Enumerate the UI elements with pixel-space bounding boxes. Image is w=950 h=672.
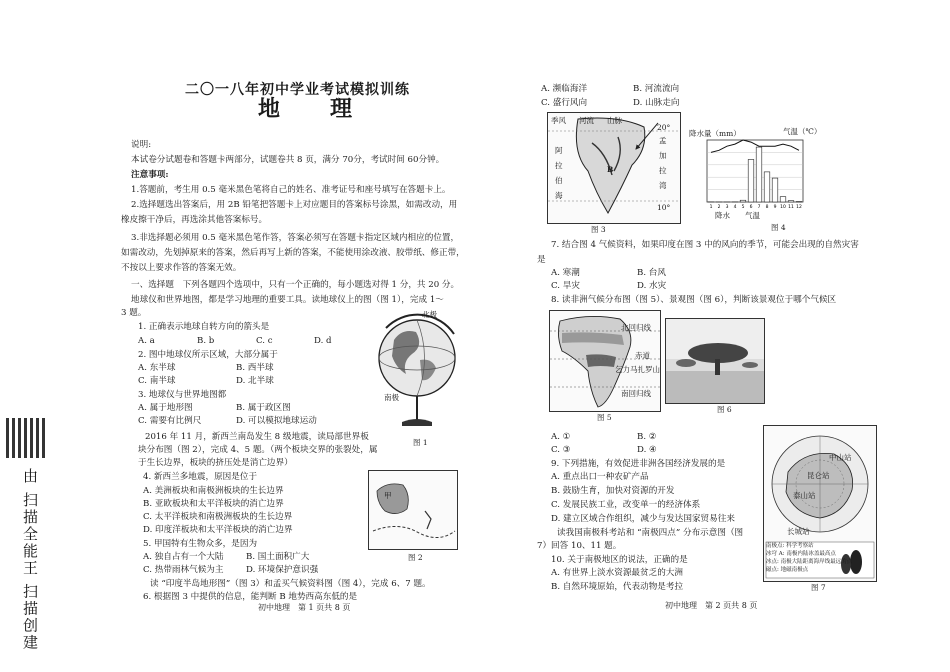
figure-1-caption: 图 1 xyxy=(413,438,428,447)
exam-title: 二〇一八年初中学业考试模拟训练 xyxy=(185,82,410,98)
map3-bengal-4: 湾 xyxy=(659,181,667,190)
map3-arabian-1: 阿 xyxy=(555,146,563,155)
q8-option-c: C. ③ xyxy=(551,445,571,455)
scanner-watermark: 由 扫描全能王 扫描创建 xyxy=(21,468,39,652)
plate-map-graphic xyxy=(369,471,457,549)
map7-legend-2: 冰穹 A: 南极内陆冰盖最高点 xyxy=(766,551,836,557)
rule-3c: 不按以上要求作答的答案无效。 xyxy=(121,263,242,273)
map3-bengal-3: 拉 xyxy=(659,166,667,175)
question-7-tail: 是 xyxy=(537,255,546,265)
q9-option-c: C. 发展民族工业，改变单一的经济体系 xyxy=(551,500,701,510)
qr-code-icon xyxy=(6,418,46,458)
chart4-month-tick: 9 xyxy=(773,205,777,210)
page-1-footer: 初中地理 第 1 页共 8 页 xyxy=(258,603,351,612)
question-7: 7. 结合图 4 气候资料，如果印度在图 3 中的风向的季节，可能会出现的自然灾害 xyxy=(551,240,859,250)
climate-chart xyxy=(697,138,815,210)
q5-option-d: D. 环境保护意识强 xyxy=(246,565,319,575)
q1-option-d: D. d xyxy=(314,336,332,346)
chart4-month-tick: 8 xyxy=(765,205,769,210)
intro-line-b: 3 题。 xyxy=(121,308,147,318)
q6-option-d: D. 山脉走向 xyxy=(633,98,680,108)
q6-option-a: A. 濒临海洋 xyxy=(541,84,588,94)
notes-line: 本试卷分试题卷和答题卡两部分，试题卷共 8 页，满分 70分，考试时间 60分钟。 xyxy=(131,155,445,165)
map7-legend-4: 磁点: 地磁南极点 xyxy=(766,567,809,573)
q4-option-a: A. 美洲板块和南极洲板块的生长边界 xyxy=(143,486,284,496)
chart4-rain-bar-10 xyxy=(780,197,786,202)
q7-option-a: A. 寒潮 xyxy=(551,268,580,278)
q5-option-a: A. 独自占有一个大陆 xyxy=(143,552,224,562)
map3-bengal-1: 孟 xyxy=(659,136,667,145)
question-1: 1. 正确表示地球自转方向的箭头是 xyxy=(138,322,270,332)
rule-3b: 如需改动，先划掉原来的答案，然后再写上新的答案，不能使用涂改液、胶带纸、修正带， xyxy=(121,248,465,258)
map7-changcheng: 长城站 xyxy=(787,527,810,536)
chart4-rain-bar-8 xyxy=(764,172,770,202)
earthquake-intro-b: 块分布图（图 2），完成 4、5 题。（两个板块交界的张裂处，属 xyxy=(138,445,378,455)
plate-map xyxy=(368,470,458,550)
q3-option-d: D. 可以模拟地球运动 xyxy=(236,416,317,426)
question-10: 10. 关于南极地区的说法，正确的是 xyxy=(551,555,688,565)
question-9: 9. 下列措施，有效促进非洲各国经济发展的是 xyxy=(551,459,726,469)
chart4-month-tick: 4 xyxy=(733,205,737,210)
chart4-rain-bar-11 xyxy=(788,201,794,202)
chart4-month-tick: 3 xyxy=(725,205,729,210)
q4-option-c: C. 太平洋板块和南极洲板块的生长边界 xyxy=(143,512,293,522)
map5-tropic-cancer: 北回归线 xyxy=(621,323,651,332)
earthquake-intro-c: 于生长边界，板块的挤压处是消亡边界） xyxy=(138,458,293,468)
chart4-right-axis-title: 气温（℃） xyxy=(783,127,822,136)
chart4-temperature-line xyxy=(711,140,799,152)
rule-3a: 3.非选择题必须用 0.5 毫米黑色笔作答，答案必须写在答题卡指定区域内相应的位置， xyxy=(131,233,460,243)
q9-option-d: D. 建立区域合作组织，减少与发达国家贸易往来 xyxy=(551,514,735,524)
q6-option-b: B. 河流流向 xyxy=(633,84,680,94)
chart4-grid xyxy=(707,152,803,189)
figure-4-caption: 图 4 xyxy=(771,223,786,232)
q7-option-c: C. 旱灾 xyxy=(551,281,580,291)
q4-option-d: D. 印度洋板块和太平洋板块的消亡边界 xyxy=(143,525,293,535)
globe-north-label: 北极 xyxy=(422,310,437,319)
figure-2-caption: 图 2 xyxy=(408,553,423,562)
q5-option-b: B. 国土面积广大 xyxy=(246,552,310,562)
notes-label: 说明: xyxy=(131,140,152,150)
map3-lat-20: 20° xyxy=(657,123,671,132)
q3-option-b: B. 属于政区图 xyxy=(236,403,291,413)
chart4-rain-bar-9 xyxy=(772,178,778,202)
map7-taishan: 泰山站 xyxy=(793,491,816,500)
map5-equator: 赤道 xyxy=(635,351,650,360)
antarctica-intro-b: 7）回答 10、11 题。 xyxy=(537,541,622,551)
question-4: 4. 新西兰多地震，原因是位于 xyxy=(143,472,258,482)
map7-legend-3: 冰点: 南极大陆距离海岸线最远的点 xyxy=(766,559,853,565)
q7-option-b: B. 台风 xyxy=(637,268,666,278)
map3-arabian-2: 拉 xyxy=(555,161,563,170)
q2-option-c: C. 南半球 xyxy=(138,376,176,386)
chart4-rain-bar-6 xyxy=(748,159,754,202)
q7-option-d: D. 水灾 xyxy=(637,281,667,291)
map2-country-label: 甲 xyxy=(384,491,392,500)
rule-2b: 橡皮擦干净后，再选涂其他答案标号。 xyxy=(121,215,268,225)
figure-3-caption: 图 3 xyxy=(591,225,606,234)
map3-legend-monsoon: 季风 xyxy=(551,116,566,125)
map7-kunlun: 昆仑站 xyxy=(807,471,830,480)
question-3: 3. 地球仪与世界地图都 xyxy=(138,390,227,400)
chart4-month-tick: 12 xyxy=(796,205,802,210)
chart4-legend: 降水 气温 xyxy=(715,211,760,220)
right-page xyxy=(475,0,950,672)
chart4-month-tick: 10 xyxy=(780,205,786,210)
map7-zhongshan: 中山站 xyxy=(829,453,852,462)
q3-option-c: C. 需要有比例尺 xyxy=(138,416,202,426)
map3-legend-mountain: 山脉 xyxy=(607,116,622,125)
page-2-footer: 初中地理 第 2 页共 8 页 xyxy=(665,601,758,610)
figure-7-caption: 图 7 xyxy=(811,583,826,592)
map3-lat-10: 10° xyxy=(657,203,671,212)
q6-option-c: C. 盛行风向 xyxy=(541,98,588,108)
question-8: 8. 读非洲气候分布图（图 5）、景观图（图 6），判断该景观位于哪个气候区 xyxy=(551,295,837,305)
section-1-heading: 一、选择题 下列各题四个选项中，只有一个正确的，每小题选对得 1 分，共 20 分。 xyxy=(131,280,460,290)
q10-option-b: B. 自然环境原始，代表动物是考拉 xyxy=(551,582,684,592)
q2-option-b: B. 西半球 xyxy=(236,363,274,373)
earthquake-intro-a: 2016 年 11 月，新西兰南岛发生 8 级地震，读局部世界板 xyxy=(145,432,369,442)
chart4-month-tick: 6 xyxy=(749,205,753,210)
q5-option-c: C. 热带雨林气候为主 xyxy=(143,565,224,575)
question-2: 2. 图中地球仪所示区域，大部分属于 xyxy=(138,350,278,360)
exam-subject: 地 理 xyxy=(258,96,367,122)
figure-6-caption: 图 6 xyxy=(717,405,732,414)
q1-option-a: A. a xyxy=(138,336,155,346)
globe-south-label: 南极 xyxy=(384,393,399,402)
q8-option-b: B. ② xyxy=(637,432,657,442)
figure-5-caption: 图 5 xyxy=(597,413,612,422)
q8-option-d: D. ④ xyxy=(637,445,657,455)
read-intro: 读 “印度半岛地形图”（图 3）和孟买气候资料图（图 4），完成 6、7 题。 xyxy=(150,579,431,589)
q9-option-b: B. 鼓励生育，加快对资源的开发 xyxy=(551,486,675,496)
q1-option-b: B. b xyxy=(197,336,215,346)
intro-line-a: 地球仪和世界地图，都是学习地理的重要工具。读地球仪上的图（图 1），完成 1～ xyxy=(131,295,444,305)
question-5: 5. 甲国特有生物众多，是因为 xyxy=(143,539,258,549)
map3-arabian-4: 海 xyxy=(555,191,563,200)
q2-option-a: A. 东半球 xyxy=(138,363,176,373)
q2-option-d: D. 北半球 xyxy=(236,376,274,386)
q10-option-a: A. 有世界上淡水资源最贫乏的大洲 xyxy=(551,568,683,578)
notes-heading: 注意事项: xyxy=(131,170,169,180)
chart4-left-axis-title: 降水量（mm） xyxy=(689,129,741,138)
map5-tropic-capricorn: 南回归线 xyxy=(621,389,651,398)
map3-legend-river: 河流 xyxy=(579,116,594,125)
map3-point-b: B xyxy=(607,165,614,174)
chart4-month-tick: 1 xyxy=(709,205,713,210)
savanna-photo-graphic xyxy=(666,319,764,403)
chart4-month-tick: 7 xyxy=(757,205,761,210)
chart4-bars xyxy=(708,147,802,202)
question-6: 6. 根据图 3 中提供的信息，能判断 B 地势西高东低的是 xyxy=(143,592,358,602)
q8-option-a: A. ① xyxy=(551,432,571,442)
q9-option-a: A. 重点出口一种农矿产品 xyxy=(551,472,649,482)
rule-2a: 2.选择题选出答案后，用 2B 铅笔把答题卡上对应题目的答案标号涂黑，如需改动，用 xyxy=(131,200,458,210)
globe-figure xyxy=(372,310,462,440)
map3-bengal-2: 加 xyxy=(659,151,667,160)
rule-1: 1.答题前，考生用 0.5 毫米黑色笔将自己的姓名、准考证号和座号填写在答题卡上。 xyxy=(131,185,451,195)
chart4-rain-bar-5 xyxy=(740,200,746,202)
chart4-month-tick: 5 xyxy=(741,205,745,210)
q1-option-c: C. c xyxy=(256,336,273,346)
q4-option-b: B. 亚欧板块和太平洋板块的消亡边界 xyxy=(143,499,284,509)
map5-kilimanjaro: 乞力马扎罗山 xyxy=(615,365,660,374)
map7-legend-1: 南极点: 科学考察站 xyxy=(766,543,814,549)
chart4-month-tick: 11 xyxy=(788,205,794,210)
map3-arabian-3: 伯 xyxy=(555,176,563,185)
chart4-month-tick: 2 xyxy=(717,205,721,210)
q3-option-a: A. 属于地形图 xyxy=(138,403,193,413)
antarctica-intro-a: 读我国南极科考站和 “南极四点” 分布示意图（图 xyxy=(557,528,744,538)
chart4-rain-bar-7 xyxy=(756,147,762,202)
savanna-photo xyxy=(665,318,765,404)
